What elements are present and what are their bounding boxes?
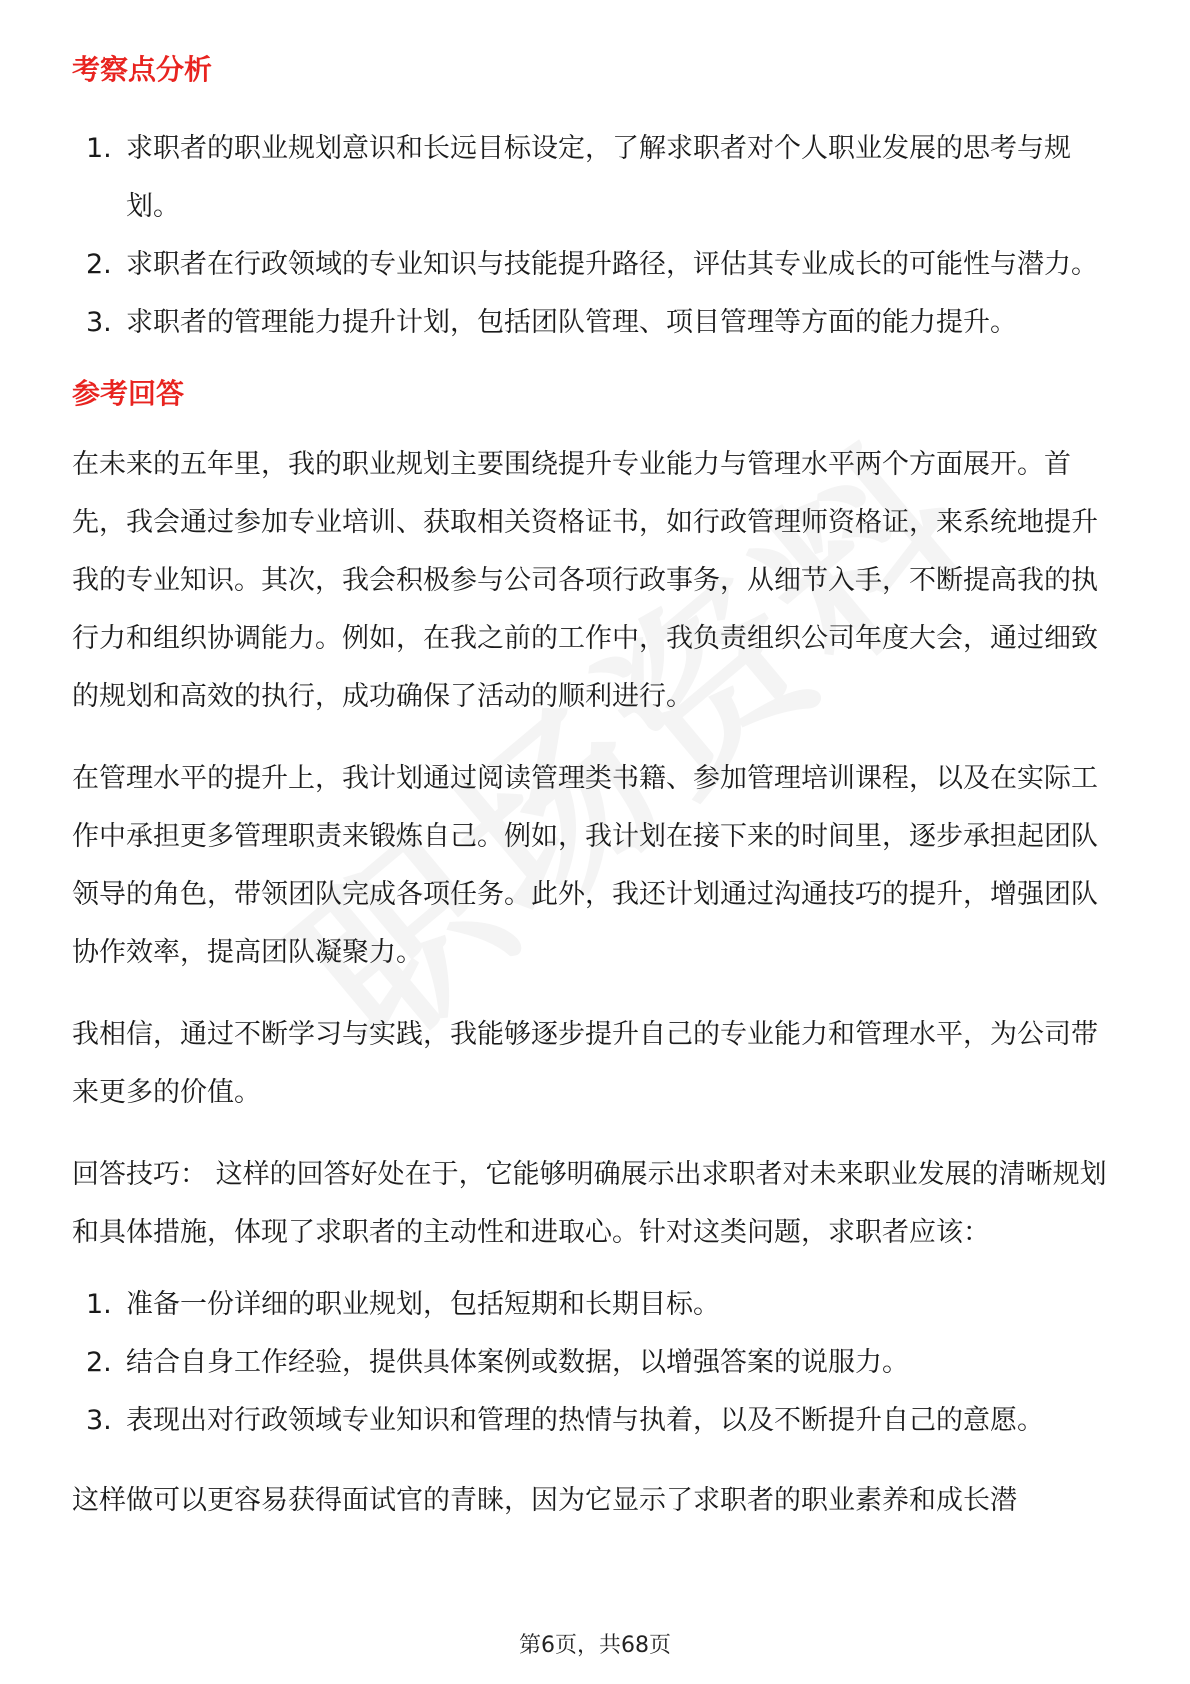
- list-item: [72, 236, 1122, 294]
- list-number: 2.: [86, 1347, 112, 1378]
- page-number: 第6页，共68页: [519, 1633, 671, 1658]
- list-number: 1.: [86, 1289, 112, 1320]
- section-heading-answer: 参考回答: [72, 377, 185, 410]
- closing-paragraph: 这样做可以更容易获得面试官的青睐，因为它显示了求职者的职业素养和成长潜: [72, 1485, 1017, 1516]
- list-item: [72, 294, 1122, 352]
- list-item: [72, 1392, 1122, 1450]
- list-item-text: 结合自身工作经验，提供具体案例或数据，以增强答案的说服力。: [126, 1347, 909, 1378]
- list-number: 3.: [86, 1405, 112, 1436]
- list-number: 3.: [86, 307, 112, 338]
- list-item-text: 求职者在行政领域的专业知识与技能提升路径，评估其专业成长的可能性与潜力。: [126, 249, 1098, 280]
- list-item-text: 准备一份详细的职业规划，包括短期和长期目标。: [126, 1289, 720, 1320]
- answer-paragraph: 在管理水平的提升上，我计划通过阅读管理类书籍、参加管理培训课程，以及在实际工作中承担更多管理职责来锻炼自己。例如，我计划在接下来的时间里，逐步承担起团队领导的角色，带领团队完成各项任务。此外，我还计划通过沟通技巧的提升，增强团队协作效率，提高团队凝聚力。: [72, 763, 1098, 968]
- list-item-text: 求职者的管理能力提升计划，包括团队管理、项目管理等方面的能力提升。: [126, 307, 1017, 338]
- answer-paragraph: 我相信，通过不断学习与实践，我能够逐步提升自己的专业能力和管理水平，为公司带来更多的价值。: [72, 1019, 1098, 1108]
- list-item: [72, 1334, 1122, 1392]
- analysis-list: [72, 120, 1122, 352]
- tips-list: [72, 1276, 1122, 1450]
- list-item-text: 求职者的职业规划意识和长远目标设定，了解求职者对个人职业发展的思考与规划。: [126, 133, 1071, 222]
- section-heading-analysis: 考察点分析: [72, 53, 213, 86]
- list-number: 2.: [86, 249, 112, 280]
- list-item: [72, 1276, 1122, 1334]
- answer-paragraph: 在未来的五年里，我的职业规划主要围绕提升专业能力与管理水平两个方面展开。首先，我会通过参加专业培训、获取相关资格证书，如行政管理师资格证，来系统地提升我的专业知识。其次，我会积极参与公司各项行政事务，从细节入手，不断提高我的执行力和组织协调能力。例如，在我之前的工作中，我负责组织公司年度大会，通过细致的规划和高效的执行，成功确保了活动的顺利进行。: [72, 449, 1098, 712]
- list-item-text: 表现出对行政领域专业知识和管理的热情与执着，以及不断提升自己的意愿。: [126, 1405, 1044, 1436]
- list-number: 1.: [86, 133, 112, 164]
- document-body: [72, 50, 1122, 1530]
- answer-tips-paragraph: 回答技巧： 这样的回答好处在于，它能够明确展示出求职者对未来职业发展的清晰规划和具体措施，体现了求职者的主动性和进取心。针对这类问题，求职者应该：: [72, 1159, 1107, 1248]
- list-item: [72, 120, 1122, 236]
